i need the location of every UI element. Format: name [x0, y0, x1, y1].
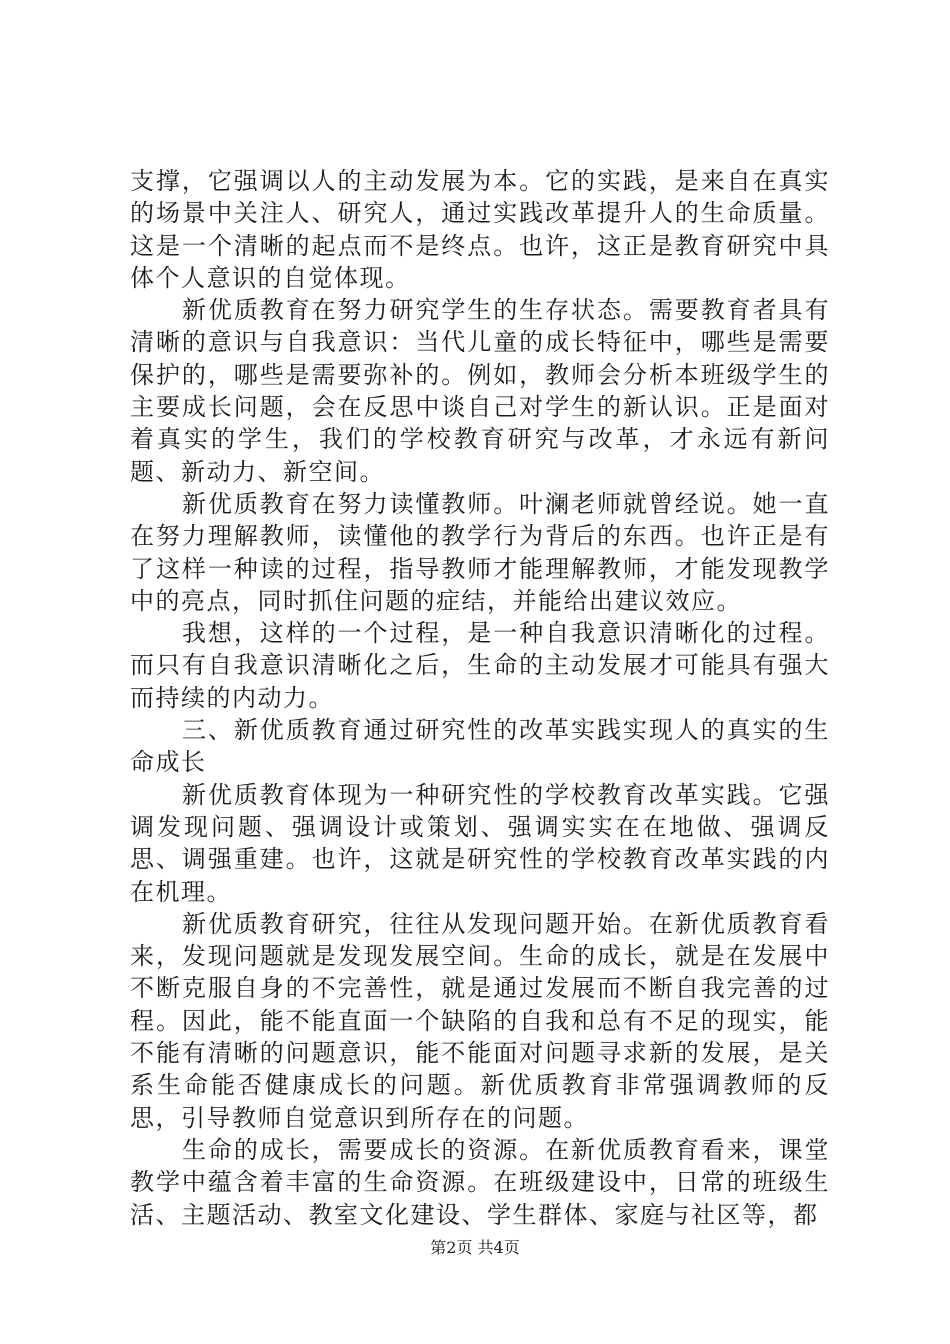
section-heading: 三、新优质教育通过研究性的改革实践实现人的真实的生命成长	[130, 716, 830, 777]
page-number-label: 第2页 共4页	[430, 1238, 520, 1257]
paragraph-2: 新优质教育在努力研究学生的生存状态。需要教育者具有清晰的意识与自我意识：当代儿童的成长特征中，哪些是需要保护的，哪些是需要弥补的。例如，教师会分析本班级学生的主要成长问题，会在反思中谈自己对学生的新认识。正是面对着真实的学生，我们的学校教育研究与改革，才永远有新问题、新动力、新空间。	[130, 296, 830, 486]
paragraph-7: 生命的成长，需要成长的资源。在新优质教育看来，课堂教学中蕴含着丰富的生命资源。在班级建设中，日常的班级生活、主题活动、教室文化建设、学生群体、家庭与社区等，都	[130, 1135, 830, 1229]
page-footer	[0, 1235, 950, 1258]
paragraph-1: 支撑，它强调以人的主动发展为本。它的实践，是来自在真实的场景中关注人、研究人，通过实践改革提升人的生命质量。这是一个清晰的起点而不是终点。也许，这正是教育研究中具体个人意识的自觉体现。	[130, 167, 830, 292]
paragraph-6: 新优质教育研究，往往从发现问题开始。在新优质教育看来，发现问题就是发现发展空间。生命的成长，就是在发展中不断克服自身的不完善性，就是通过发展而不断自我完善的过程。因此，能不能直面一个缺陷的自我和总有不足的现实，能不能有清晰的问题意识，能不能面对问题寻求新的发展，是关系生命能否健康成长的问题。新优质教育非常强调教师的反思，引导教师自觉意识到所存在的问题。	[130, 909, 830, 1132]
document-body	[130, 165, 830, 1231]
paragraph-3: 新优质教育在努力读懂教师。叶澜老师就曾经说。她一直在努力理解教师，读懂他的教学行为背后的东西。也许正是有了这样一种读的过程，指导教师才能理解教师，才能发现教学中的亮点，同时抓住问题的症结，并能给出建议效应。	[130, 489, 830, 615]
paragraph-4: 我想，这样的一个过程，是一种自我意识清晰化的过程。而只有自我意识清晰化之后，生命的主动发展才可能具有强大而持续的内动力。	[130, 619, 830, 712]
paragraph-5: 新优质教育体现为一种研究性的学校教育改革实践。它强调发现问题、强调设计或策划、强调实实在在地做、强调反思、调强重建。也许，这就是研究性的学校教育改革实践的内在机理。	[130, 780, 830, 906]
